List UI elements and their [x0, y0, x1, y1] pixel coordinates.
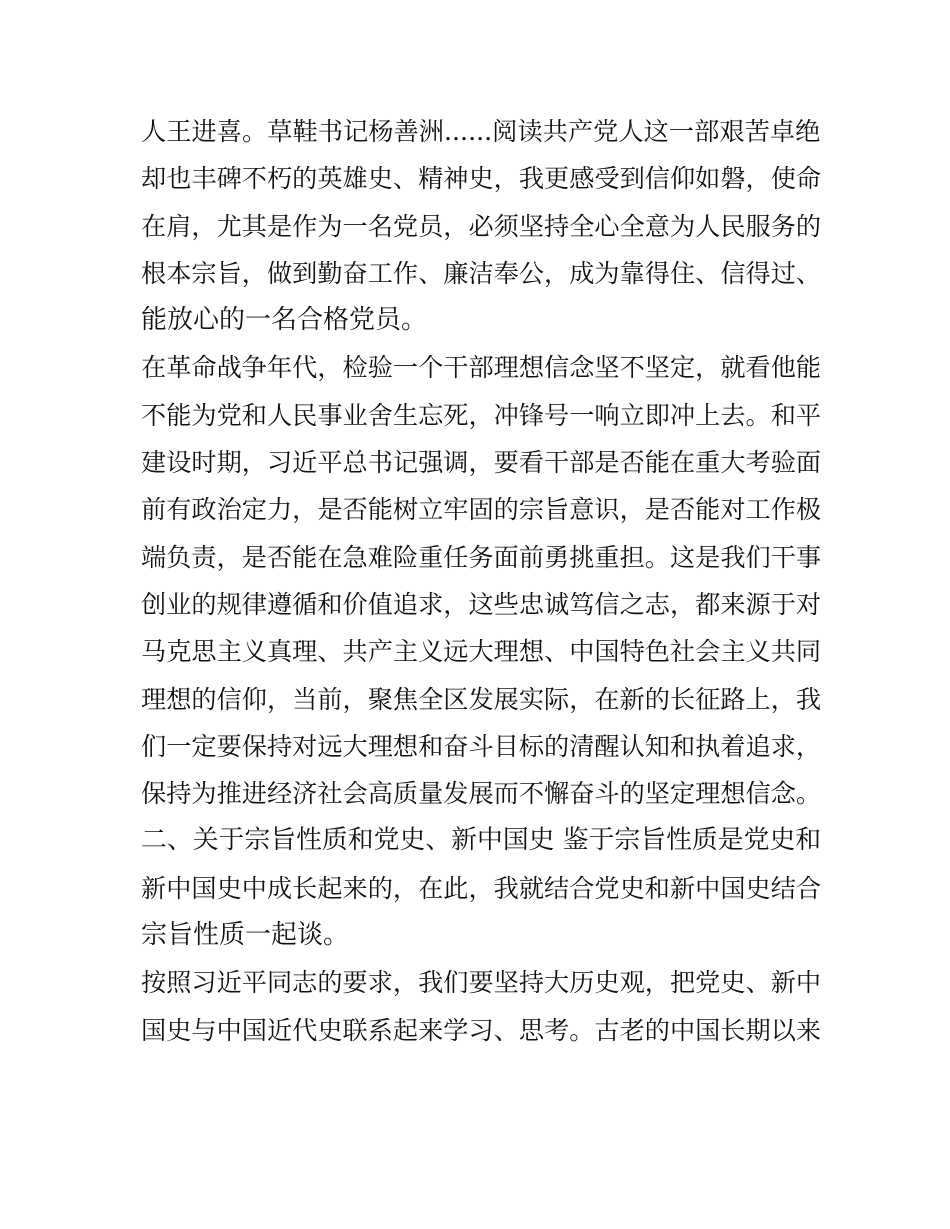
- text-line: 创业的规律遵循和价值追求，这些忠诚笃信之志，都来源于对: [141, 589, 822, 619]
- text-line: 按照习近平同志的要求，我们要坚持大历史观，把党史、新中: [141, 968, 822, 998]
- text-line: 在革命战争年代，检验一个干部理想信念坚不坚定，就看他能: [141, 353, 822, 383]
- text-line: 保持为推进经济社会高质量发展而不懈奋斗的坚定理想信念。: [141, 779, 822, 809]
- text-line: 们一定要保持对远大理想和奋斗目标的清醒认知和执着追求，: [141, 731, 822, 761]
- text-line: 能放心的一名合格党员。: [141, 305, 428, 336]
- text-line: 在肩，尤其是作为一名党员，必须坚持全心全意为人民服务的: [141, 211, 822, 241]
- text-line: 理想的信仰，当前，聚焦全区发展实际，在新的长征路上，我: [141, 684, 822, 714]
- text-line: 端负责，是否能在急难险重任务面前勇挑重担。这是我们干事: [141, 542, 822, 572]
- text-line: 新中国史中成长起来的，在此，我就结合党史和新中国史结合: [141, 873, 822, 903]
- text-line: 根本宗旨，做到勤奋工作、廉洁奉公，成为靠得住、信得过、: [141, 258, 822, 288]
- text-line: 国史与中国近代史联系起来学习、思考。古老的中国长期以来: [141, 1015, 822, 1045]
- text-line: 却也丰碑不朽的英雄史、精神史，我更感受到信仰如磐，使命: [141, 164, 822, 194]
- text-line: 前有政治定力，是否能树立牢固的宗旨意识，是否能对工作极: [141, 495, 822, 525]
- document-body: [141, 108, 821, 1054]
- section-heading-line: 二、关于宗旨性质和党史、新中国史 鉴于宗旨性质是党史和: [141, 825, 822, 856]
- text-line: 人王进喜。草鞋书记杨善洲......阅读共产党人这一部艰苦卓绝: [141, 117, 821, 146]
- text-line: 不能为党和人民事业舍生忘死，冲锋号一响立即冲上去。和平: [141, 400, 822, 430]
- text-line: 建设时期，习近平总书记强调，要看干部是否能在重大考验面: [141, 448, 822, 478]
- text-line: 马克思主义真理、共产主义远大理想、中国特色社会主义共同: [141, 637, 822, 667]
- text-line: 宗旨性质一起谈。: [141, 920, 350, 951]
